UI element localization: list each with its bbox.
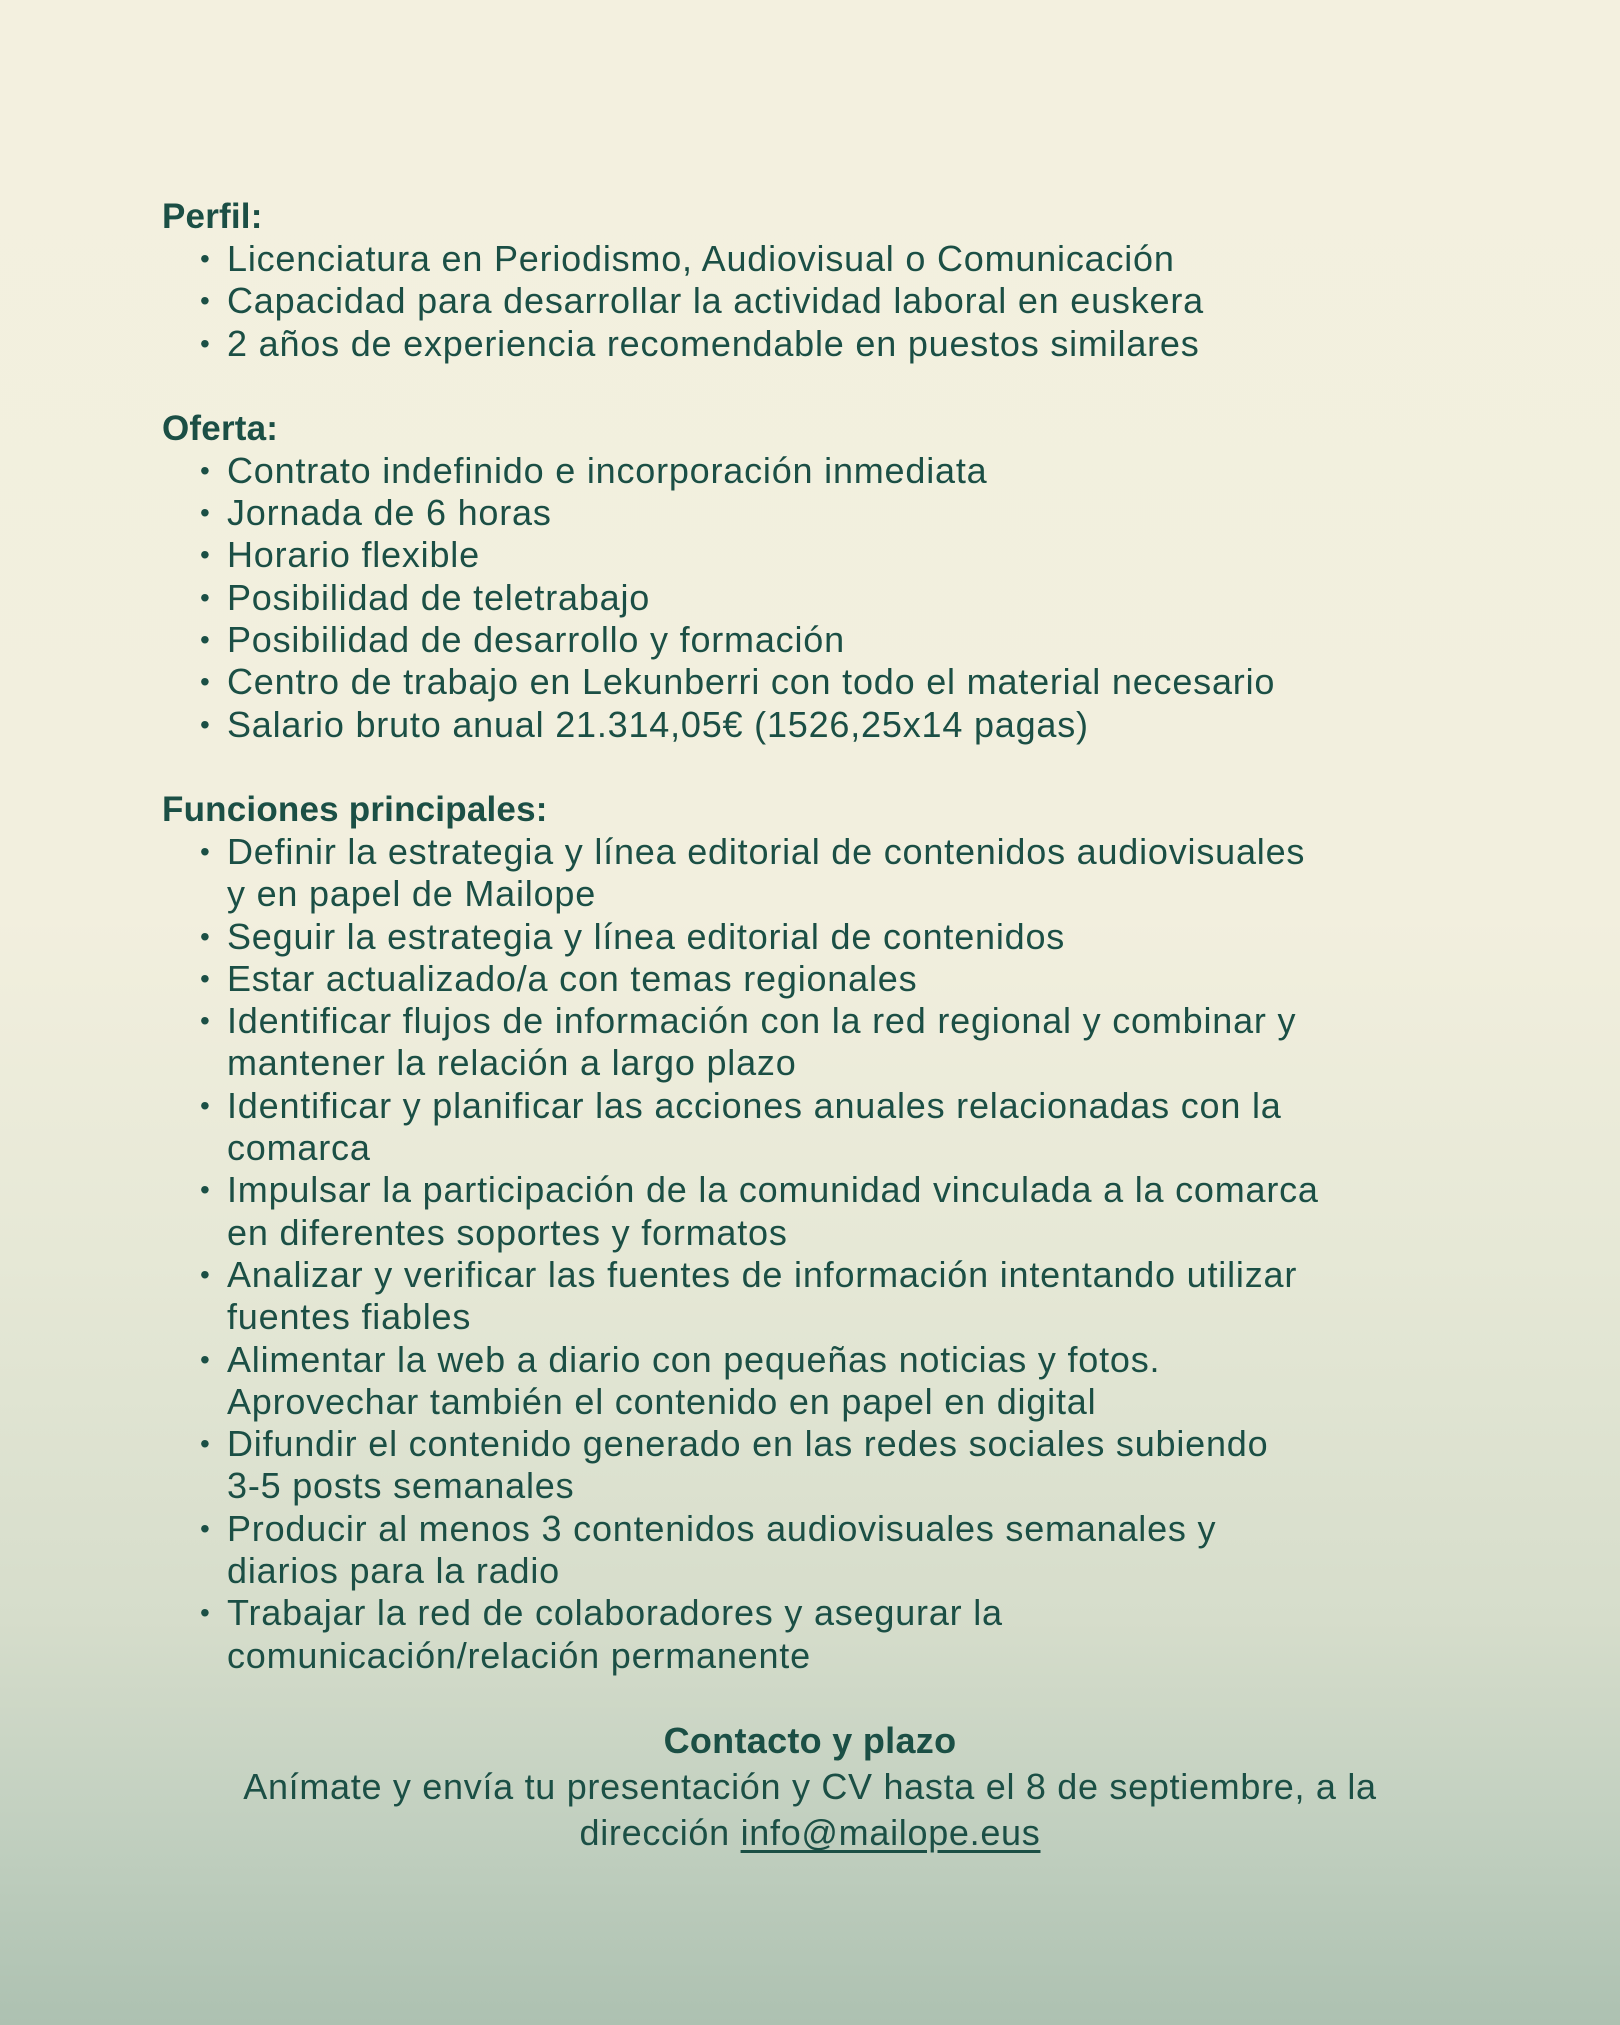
list-item-text: y en papel de Mailope [227,873,597,915]
list-item-text: diarios para la radio [227,1550,560,1592]
list-item-text: en diferentes soportes y formatos [227,1211,788,1253]
oferta-list [162,450,1462,746]
list-item-text: Difundir el contenido generado en las redes sociales subiendo [227,1423,1269,1465]
list-item-text: Trabajar la red de colaboradores y asegurar la [227,1592,1003,1634]
bullet-icon: • [200,327,211,359]
list-item [162,958,1462,1000]
list-item-text: 3-5 posts semanales [227,1465,575,1507]
list-item-text: Horario flexible [227,534,480,576]
list-item [162,1254,1462,1339]
perfil-list [162,238,1462,365]
bullet-icon: • [200,497,211,529]
list-item [162,1169,1462,1254]
list-item [162,323,1462,365]
section-gap [162,365,1462,408]
list-item [162,661,1462,703]
bullet-icon: • [200,1174,211,1206]
list-item [162,534,1462,576]
list-item-text: Aprovechar también el contenido en papel en digital [227,1380,1097,1422]
list-item [162,619,1462,661]
bullet-icon: • [200,454,211,486]
list-item-text: Capacidad para desarrollar la actividad laboral en euskera [227,280,1204,322]
list-item-text: Estar actualizado/a con temas regionales [227,957,918,999]
perfil-heading: Perfil: [162,197,263,236]
list-item-text: Centro de trabajo en Lekunberri con todo el material necesario [227,661,1276,703]
bullet-icon: • [200,920,211,952]
bullet-icon: • [200,835,211,867]
list-item-text: comarca [227,1127,371,1169]
list-item-text: Salario bruto anual 21.314,05€ (1526,25x14 pagas) [227,703,1089,745]
email-link[interactable]: info@mailope.eus [740,1812,1041,1853]
list-item [162,1000,1462,1085]
contact-section [0,1718,1620,1856]
bullet-icon: • [200,962,211,994]
list-item-text: Contrato indefinido e incorporación inmediata [227,449,988,491]
list-item-text: mantener la relación a largo plazo [227,1042,797,1084]
list-item [162,238,1462,280]
list-item [162,450,1462,492]
contact-text-line2 [0,1810,1620,1856]
list-item [162,1339,1462,1424]
list-item [162,1423,1462,1508]
list-item-text: Jornada de 6 horas [227,492,552,534]
list-item-text: Posibilidad de desarrollo y formación [227,619,845,661]
bullet-icon: • [200,624,211,656]
section-gap [162,746,1462,789]
list-item [162,831,1462,916]
list-item [162,1508,1462,1593]
list-item-text: Producir al menos 3 contenidos audiovisuales semanales y [227,1507,1217,1549]
funciones-list [162,831,1462,1677]
bullet-icon: • [200,1343,211,1375]
bullet-icon: • [200,1005,211,1037]
list-item [162,916,1462,958]
bullet-icon: • [200,1597,211,1629]
list-item-text: Analizar y verificar las fuentes de información intentando utilizar [227,1253,1298,1295]
oferta-heading: Oferta: [162,408,279,448]
list-item [162,492,1462,534]
list-item-text: Identificar y planificar las acciones anuales relacionadas con la [227,1084,1282,1126]
bullet-icon: • [200,285,211,317]
job-offer-content [162,196,1462,1677]
list-item [162,1085,1462,1170]
bullet-icon: • [200,539,211,571]
list-item [162,577,1462,619]
list-item-text: Posibilidad de teletrabajo [227,576,651,618]
contact-direction-label: dirección [579,1812,741,1853]
list-item-text: Licenciatura en Periodismo, Audiovisual o Comunicación [227,238,1175,279]
list-item-text: Impulsar la participación de la comunidad vinculada a la comarca [227,1169,1319,1211]
funciones-heading: Funciones principales: [162,789,548,829]
list-item-text: Identificar flujos de información con la red regional y combinar y [227,1000,1297,1042]
list-item [162,704,1462,746]
bullet-icon: • [200,1089,211,1121]
bullet-icon: • [200,1428,211,1460]
contact-title: Contacto y plazo [663,1720,957,1761]
list-item-text: Definir la estrategia y línea editorial de contenidos audiovisuales [227,830,1306,872]
bullet-icon: • [200,708,211,740]
list-item-text: Seguir la estrategia y línea editorial de contenidos [227,915,1066,957]
bullet-icon: • [200,243,211,274]
list-item [162,280,1462,322]
list-item [162,1592,1462,1677]
contact-text-line1: Anímate y envía tu presentación y CV hasta el 8 de septiembre, a la [243,1766,1377,1807]
bullet-icon: • [200,581,211,613]
list-item-text: 2 años de experiencia recomendable en puestos similares [227,322,1200,364]
bullet-icon: • [200,1512,211,1544]
list-item-text: comunicación/relación permanente [227,1634,811,1676]
list-item-text: fuentes fiables [227,1296,472,1338]
bullet-icon: • [200,1258,211,1290]
bullet-icon: • [200,666,211,698]
list-item-text: Alimentar la web a diario con pequeñas noticias y fotos. [227,1338,1161,1380]
